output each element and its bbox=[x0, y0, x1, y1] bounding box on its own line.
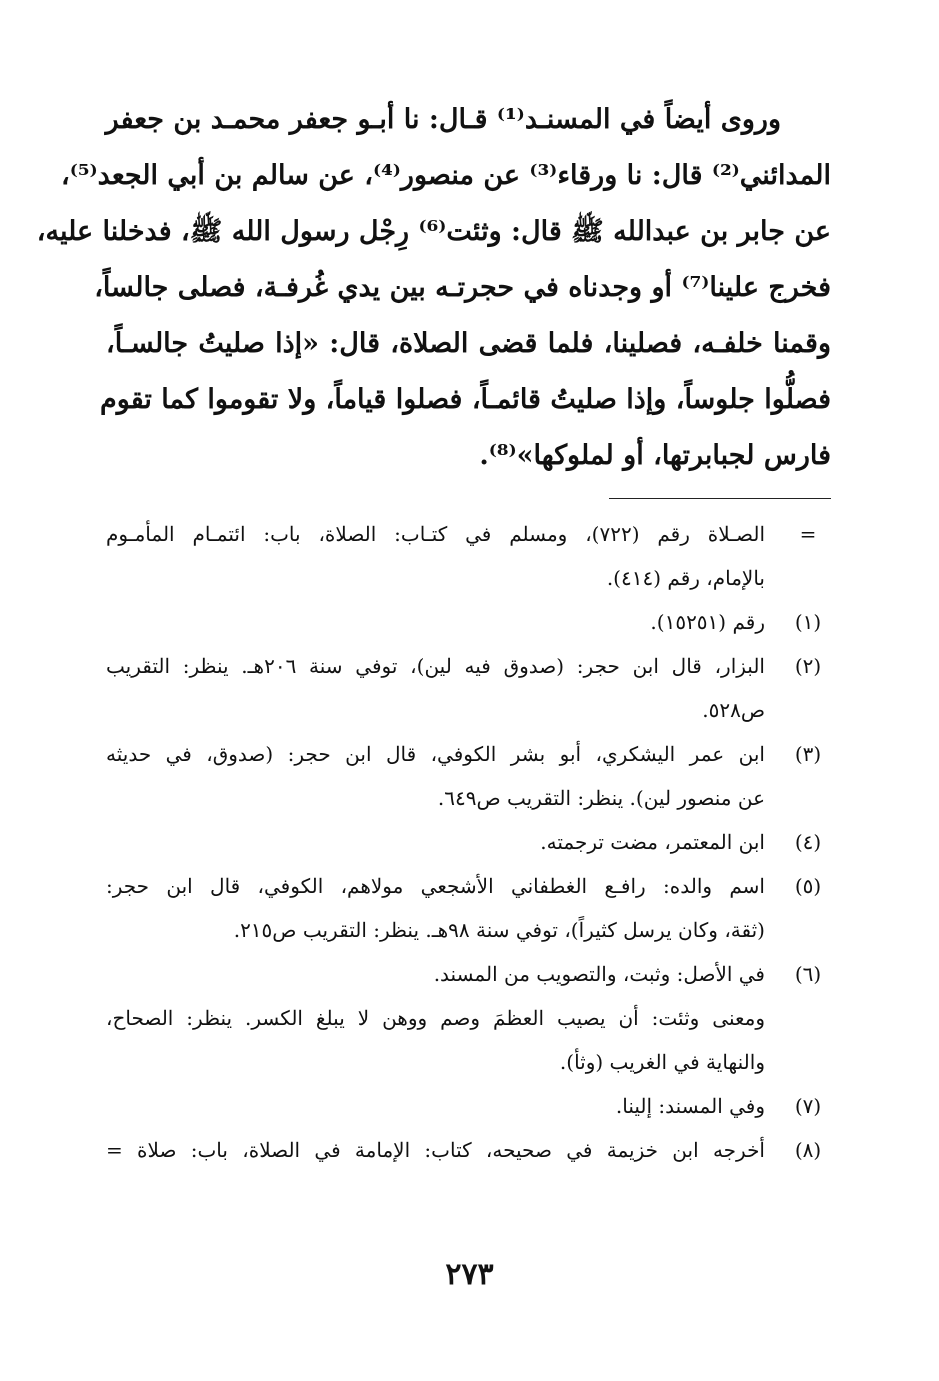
footnote-line: ابن المعتمر، مضت ترجمته. bbox=[540, 830, 765, 854]
footnote-line: في الأصل: وثبت، والتصويب من المسند. bbox=[433, 962, 765, 986]
footnote-line: ص٥٢٨. bbox=[702, 698, 765, 722]
page-number: ٢٧٣ bbox=[445, 1257, 494, 1292]
footnote-line: وفي المسند: إلينا. bbox=[615, 1094, 765, 1118]
main-text-line: عن جابر بن عبدالله ﷺ قال: وثئت⁽⁶⁾ رِجْل رسول الله ﷺ، فدخلنا عليه، bbox=[36, 216, 831, 247]
main-text-line: المدائني⁽²⁾ قال: نا ورقاء⁽³⁾ عن منصور⁽⁴⁾، عن سالم بن أبي الجعد⁽⁵⁾، bbox=[61, 160, 831, 191]
footnote-marker: (٨) bbox=[794, 1138, 822, 1162]
footnote-marker: (٢) bbox=[794, 654, 822, 678]
footnote-line: الصـلاة رقم (٧٢٢)، ومسلم في كتـاب: الصلاة، باب: ائتمـام المأمـوم bbox=[106, 522, 765, 546]
footnote-marker: (٣) bbox=[794, 742, 822, 766]
main-text-line: فخرج علينا⁽⁷⁾ أو وجدناه في حجرتـه بين يدي غُرفـة، فصلى جالساً، bbox=[94, 272, 831, 303]
footnote-line: ابن عمر اليشكري، أبو بشر الكوفي، قال ابن حجر: (صدوق، في حديثه bbox=[106, 742, 765, 766]
footnote-5 bbox=[106, 864, 831, 952]
main-text-line: فارس لجبابرتها، أو لملوكها»⁽⁸⁾. bbox=[479, 440, 831, 471]
footnote-8 bbox=[106, 1128, 831, 1172]
footnote-line: أخرجه ابن خزيمة في صحيحه، كتاب: الإمامة في الصلاة، باب: صلاة = bbox=[106, 1138, 765, 1162]
footnote-3 bbox=[106, 732, 831, 820]
footnotes-section bbox=[106, 512, 831, 1172]
footnote-separator bbox=[609, 498, 831, 499]
footnote-line: بالإمام، رقم (٤١٤). bbox=[606, 566, 765, 590]
footnote-marker: = bbox=[799, 522, 817, 546]
footnote-line: والنهاية في الغريب (وثأ). bbox=[559, 1050, 765, 1074]
footnote-6 bbox=[106, 952, 831, 996]
footnote-7 bbox=[106, 1084, 831, 1128]
main-text-body bbox=[36, 92, 831, 484]
footnote-marker: (٥) bbox=[794, 874, 822, 898]
footnote-2 bbox=[106, 644, 831, 732]
footnote-line: البزار، قال ابن حجر: (صدوق فيه لين)، توفي سنة ٢٠٦هـ. ينظر: التقريب bbox=[106, 654, 765, 678]
footnote-6-continuation bbox=[106, 996, 831, 1084]
footnote-continued-from-previous-page bbox=[106, 512, 831, 600]
main-text-line: فصلُّوا جلوساً، وإذا صليتُ قائمـاً، فصلوا قياماً، ولا تقوموا كما تقوم bbox=[100, 384, 831, 415]
footnote-marker: (٤) bbox=[794, 830, 822, 854]
footnote-line: رقم (١٥٢٥١). bbox=[650, 610, 765, 634]
main-text-line: وقمنا خلفـه، فصلينا، فلما قضى الصلاة، قال: «إذا صليتُ جالسـاً، bbox=[106, 328, 831, 359]
footnote-line: ومعنى وثئت: أن يصيب العظمَ وصم ووهن لا يبلغ الكسر. ينظر: الصحاح، bbox=[106, 1006, 765, 1030]
footnote-marker: (٦) bbox=[794, 962, 822, 986]
main-text-line: وروى أيضاً في المسنـد⁽¹⁾ قـال: نا أبـو جعفر محمـد بن جعفر bbox=[105, 104, 781, 135]
footnote-line: عن منصور لين). ينظر: التقريب ص٦٤٩. bbox=[437, 786, 765, 810]
footnote-1 bbox=[106, 600, 831, 644]
footnote-marker: (٧) bbox=[794, 1094, 822, 1118]
footnote-line: (ثقة، وكان يرسل كثيراً)، توفي سنة ٩٨هـ. ينظر: التقريب ص٢١٥. bbox=[233, 918, 765, 942]
footnote-marker: (١) bbox=[794, 610, 822, 634]
footnote-4 bbox=[106, 820, 831, 864]
footnote-line: اسم والده: رافـع الغطفاني الأشجعي مولاهم، الكوفي، قال ابن حجر: bbox=[106, 874, 765, 898]
